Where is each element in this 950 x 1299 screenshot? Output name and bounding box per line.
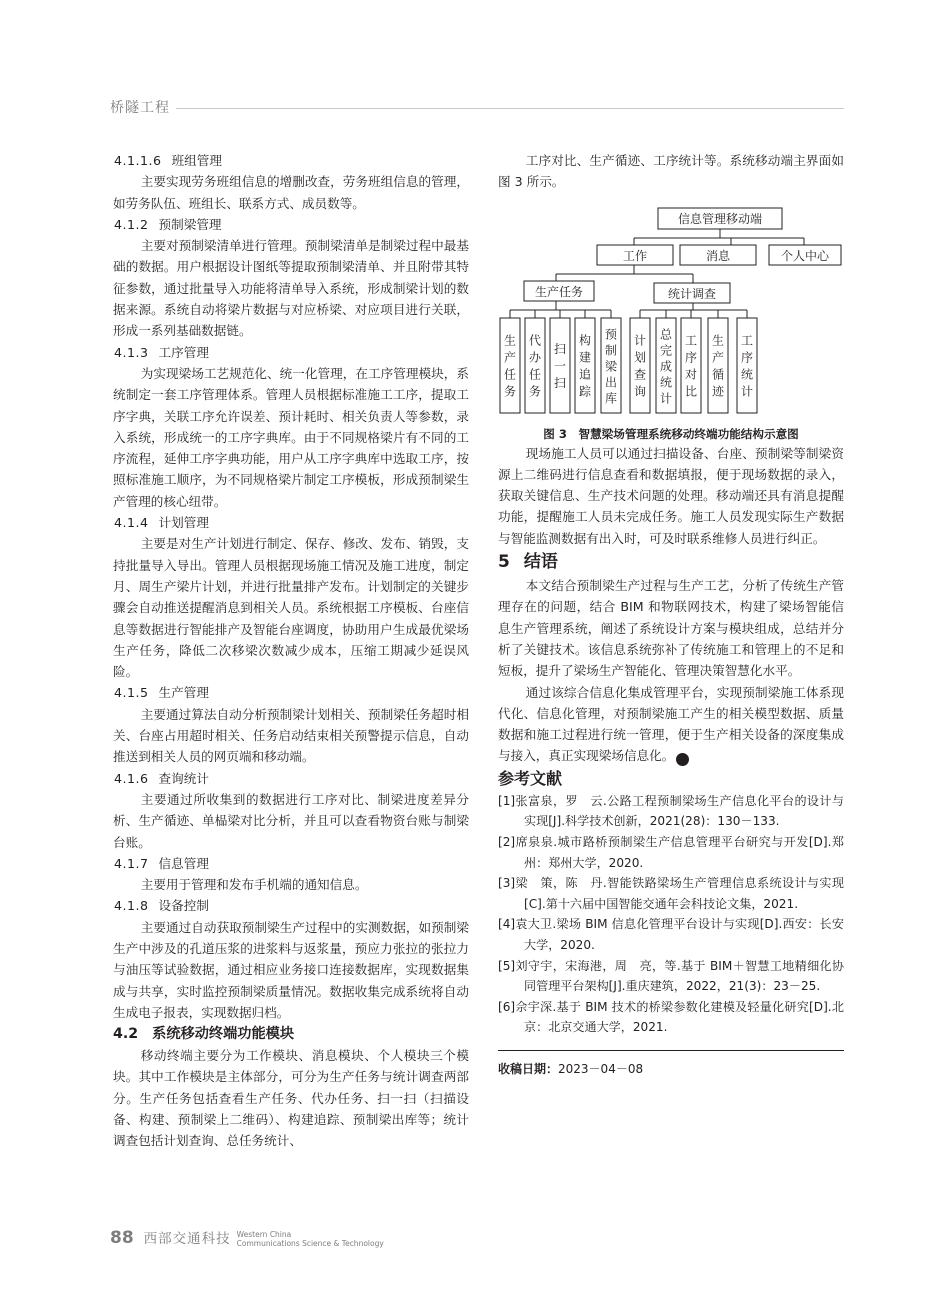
leaf-label-char: 代	[528, 333, 542, 348]
leaf-label-char: 务	[528, 384, 542, 399]
end-of-article-icon: W	[676, 753, 689, 766]
right-column	[498, 150, 844, 1080]
leaf-label-char: 循	[711, 367, 725, 382]
leaf-label-char: 对	[684, 367, 698, 382]
leaf-label-char: 任	[528, 367, 542, 382]
paragraph: 本文结合预制梁生产过程与生产工艺，分析了传统生产管理存在的问题，结合 BIM 和物联网技术，构建了梁场智能信息生产管理系统，阐述了系统设计方案与模块组成，总结并分析了关键技术。该信息系统弥补了传统施工和管理上的不足和短板，提升了梁场生产智能化、管理决策智慧化水平。	[498, 578, 844, 679]
section-title: 桥隧工程	[110, 100, 170, 116]
leaf-box	[575, 318, 595, 413]
reference-item: [5]刘守宇，宋海港，周 亮，等.基于 BIM＋智慧工地精细化协同管理平台架构[J].重庆建筑，2022，21(3)：23－25.	[498, 958, 844, 994]
leaf-label-char: 查	[633, 367, 647, 382]
leaf-label-char: 产	[503, 350, 517, 365]
leaf-label-char: 梁	[604, 359, 618, 374]
leaf-label-char: 计	[633, 333, 647, 348]
leaf-label-char: 序	[740, 350, 754, 365]
section-heading-413: 4.1.3 工序管理	[114, 344, 209, 360]
leaf-label-char: 追	[578, 367, 592, 382]
header-divider	[176, 108, 844, 109]
leaf-label-char: 库	[604, 391, 618, 406]
node-message-label: 消息	[705, 248, 731, 263]
paragraph: 主要对预制梁清单进行管理。预制梁清单是制梁过程中最基础的数据。用户根据设计图纸等提取预制梁清单、并且附带其特征参数，通过批量导入功能将清单导入系统，形成制梁计划的数据来源。系统自动将梁片数据与对应桥梁、对应项目进行关联，形成一系列基础数据链。	[113, 238, 469, 339]
structure-diagram	[498, 199, 844, 425]
section-heading-416: 4.1.6 查询统计	[114, 770, 209, 786]
leaf-label-char: 产	[711, 350, 725, 365]
leaf-label-char: 序	[684, 350, 698, 365]
paragraph: 工序对比、生产循迹、工序统计等。系统移动端主界面如图 3 所示。	[498, 153, 844, 190]
leaf-label-char: 划	[633, 350, 647, 365]
section-heading-418: 4.1.8 设备控制	[114, 898, 209, 914]
received-date: 收稿日期：2023－04－08	[498, 1050, 844, 1080]
reference-item: [6]佘宇深.基于 BIM 技术的桥梁参数化建模及轻量化研究[D].北京：北京交通大学，2021.	[498, 999, 844, 1035]
leaf-label-char: 迹	[711, 384, 725, 399]
leaf-label-char: 务	[503, 384, 517, 399]
leaf-label-char: 踪	[578, 384, 592, 399]
leaf-label-char: 预	[604, 327, 618, 342]
reference-item: [4]袁大卫.梁场 BIM 信息化管理平台设计与实现[D].西安：长安大学，2020.	[498, 917, 844, 952]
leaf-label-char: 工	[740, 333, 754, 348]
node-work-label: 工作	[622, 248, 648, 263]
paragraph: 主要用于管理和发布手机端的通知信息。	[140, 877, 368, 893]
leaf-label-char: 工	[684, 333, 698, 348]
figure-caption: 图 3 智慧梁场管理系统移动终端功能结构示意图	[543, 426, 799, 441]
reference-item: [2]席泉泉.城市路桥预制梁生产信息管理平台研究与开发[D].郑州：郑州大学，2020.	[498, 834, 844, 870]
leaf-label-char: 成	[659, 359, 673, 374]
leaf-label-char: 出	[604, 375, 618, 390]
leaf-box	[708, 318, 728, 413]
left-column	[113, 150, 469, 1152]
paragraph: 主要通过所收集到的数据进行工序对比、制梁进度差异分析、生产循迹、单榀梁对比分析，并且可以查看物资台账与制梁台账。	[113, 791, 469, 850]
reference-item: [1]张富泉，罗 云.公路工程预制梁场生产信息化平台的设计与实现[J].科学技术创新，2021(28)：130－133.	[498, 793, 844, 829]
paragraph: 通过该综合信息化集成管理平台，实现预制梁施工体系现代化、信息化管理，对预制梁施工产生的相关模型数据、质量数据和施工过程进行统一管理，便于生产相关设备的深度集成与接入，真正实现梁场信息化。 W	[498, 684, 844, 765]
leaf-label-char: 生	[503, 333, 517, 348]
leaf-box	[500, 318, 520, 413]
paragraph: 主要通过自动获取预制梁生产过程中的实测数据，如预制梁生产中涉及的孔道压浆的进浆料与返浆量，预应力张拉的张拉力与油压等试验数据，通过相应业务接口连接数据库，实现数据集成与共享，实时监控预制梁质量情况。数据收集完成系统将自动生成电子报表，实现数据归档。	[113, 919, 469, 1020]
leaf-label-char: 询	[633, 384, 647, 399]
figure-3	[498, 199, 844, 425]
section-heading-417: 4.1.7 信息管理	[114, 855, 209, 871]
section-heading-415: 4.1.5 生产管理	[114, 685, 209, 701]
leaf-box	[630, 318, 650, 413]
section-heading-414: 4.1.4 计划管理	[114, 515, 209, 531]
paragraph: 主要通过算法自动分析预制梁计划相关、预制梁任务超时相关、台座占用超时相关、任务启动结束相关预警提示信息，自动推送到相关人员的网页端和移动端。	[113, 706, 469, 765]
leaf-label-char: 办	[528, 350, 542, 365]
leaf-label-char: 任	[503, 367, 517, 382]
leaf-label-char: 一	[553, 358, 567, 373]
node-root-label: 信息管理移动端	[677, 211, 763, 226]
section-heading-412: 4.1.2 预制梁管理	[114, 216, 222, 232]
leaf-label-char: 构	[578, 333, 592, 348]
leaf-label-char: 生	[711, 333, 725, 348]
leaf-label-char: 计	[659, 391, 673, 406]
paragraph: 主要实现劳务班组信息的增删改查，劳务班组信息的管理，如劳务队伍、班组长、联系方式、成员数等。	[113, 174, 469, 211]
leaf-label-char: 建	[578, 350, 592, 365]
node-statistics-label: 统计调查	[667, 286, 717, 301]
paragraph: 现场施工人员可以通过扫描设备、台座、预制梁等制梁资源上二维码进行信息查看和数据填报，便于现场数据的录入，获取关键信息、生产技术问题的处理。移动端还具有消息提醒功能，提醒施工人员未完成任务。施工人员发现实际生产数据与智能监测数据有出入时，可及时联系维修人员进行纠正。	[498, 445, 844, 546]
section-heading-42: 4.2 系统移动终端功能模块	[113, 1026, 295, 1043]
paragraph: 为实现梁场工艺规范化、统一化管理，在工序管理模块，系统制定一套工序管理体系。管理人员根据标准施工工序，提取工序字典，关联工序允许误差、预计耗时、相关负责人等参数，录入系统，形成统一的工序字典库。由于不同规格梁片有不同的工序流程，延伸工序字典功能，用户从工序字典库中选取工序，按照标准施工顺序，为不同规格梁片制定工序模板，形成预制梁生产管理的核心纽带。	[113, 365, 469, 509]
leaf-label-char: 比	[684, 384, 698, 399]
leaf-label-char: 制	[604, 343, 618, 358]
paragraph: 移动终端主要分为工作模块、消息模块、个人模块三个模块。其中工作模块是主体部分，可分为生产任务与统计调查两部分。生产任务包括查看生产任务、代办任务、扫一扫（扫描设备、构建、预制梁上二维码）、构建追踪、预制梁出库等；统计调查包括计划查询、总任务统计、	[113, 1048, 469, 1149]
reference-item: [3]梁 策，陈 丹.智能铁路梁场生产管理信息系统设计与实现[C].第十六届中国智能交通年会科技论文集，2021.	[498, 876, 844, 911]
leaf-label-char: 完	[659, 343, 673, 358]
references-heading: 参考文献	[498, 768, 563, 788]
node-production-task-label: 生产任务	[534, 284, 584, 299]
leaf-box	[737, 318, 757, 413]
node-personal-center-label: 个人中心	[780, 248, 830, 263]
leaf-label-char: 统	[740, 367, 754, 382]
leaf-label-char: 总	[659, 327, 673, 342]
leaf-box	[525, 318, 545, 413]
leaf-label-char: 计	[740, 384, 754, 399]
leaf-box	[681, 318, 701, 413]
paragraph: 主要是对生产计划进行制定、保存、修改、发布、销毁，支持批量导入导出。管理人员根据现场施工情况及施工进度，制定月、周生产梁片计划，并进行批量排产发布。计划制定的关键步骤会自动推送提醒消息到相关人员。系统根据工序模板、台座信息等数据进行智能排产及智能台座调度，协助用户生成最优梁场生产任务，降低二次移梁次数减少成本，压缩工期减少延误风险。	[113, 536, 469, 680]
page-footer	[110, 1228, 384, 1248]
section-heading-5: 5 结语	[498, 552, 558, 573]
leaf-label-char: 扫	[553, 375, 567, 390]
page-number: 88	[110, 1228, 134, 1248]
journal-name-en: Western China Communications Science & Technology	[236, 1230, 384, 1248]
section-heading-4116: 4.1.1.6 班组管理	[114, 153, 222, 168]
journal-name: 西部交通科技	[143, 1231, 231, 1247]
leaf-label-char: 统	[659, 375, 673, 390]
leaf-label-char: 扫	[553, 341, 567, 356]
